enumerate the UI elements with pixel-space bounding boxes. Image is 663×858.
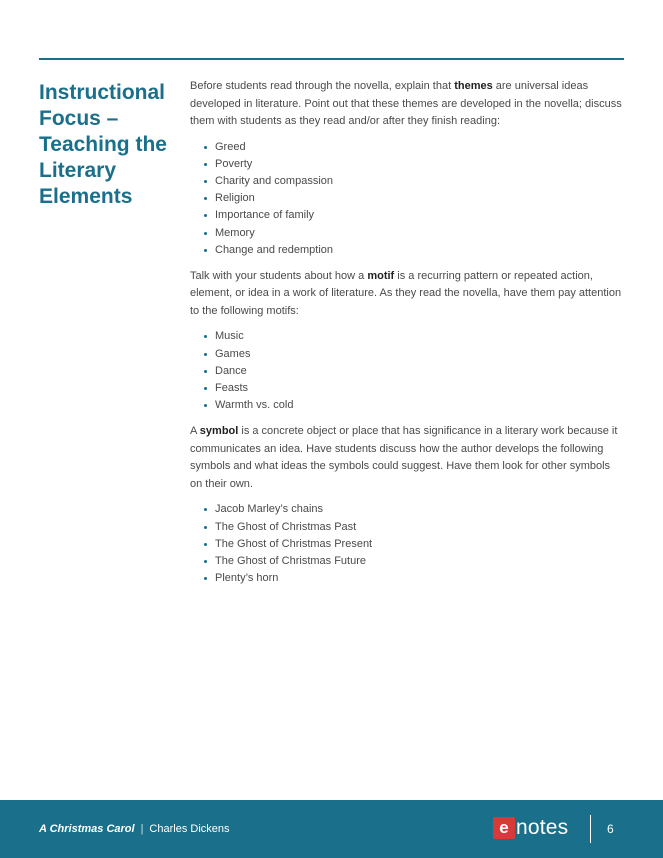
heading-line: Elements — [39, 185, 133, 208]
bullet-dot — [204, 387, 207, 390]
list-item: Religion — [204, 190, 622, 207]
bullet-dot — [204, 249, 207, 252]
list-item: Jacob Marley’s chains — [204, 501, 622, 518]
bullet-dot — [204, 232, 207, 235]
bullet-dot — [204, 180, 207, 183]
themes-list — [190, 139, 622, 259]
symbols-list — [190, 501, 622, 587]
list-item: Music — [204, 328, 622, 345]
bullet-dot — [204, 163, 207, 166]
bullet-dot — [204, 508, 207, 511]
themes-intro-paragraph — [190, 78, 622, 131]
paragraph-text: Talk with your students about how a — [190, 269, 368, 282]
bullet-dot — [204, 526, 207, 529]
list-item: Charity and compassion — [204, 173, 622, 190]
paragraph-text: is a concrete object or place that has significance in a literary work because it communicates an idea. Have students discuss how the author develops the following symbols and what ideas the symbols could suggest. Have them look for other symbols on their own. — [190, 425, 618, 490]
bullet-dot — [204, 197, 207, 200]
bullet-dot — [204, 335, 207, 338]
paragraph-text: A — [190, 425, 200, 438]
heading-line: Focus – — [39, 107, 119, 130]
page-number: 6 — [607, 822, 614, 836]
list-item: Dance — [204, 363, 622, 380]
heading-line: Literary — [39, 159, 117, 182]
term-themes: themes — [454, 80, 493, 92]
author-name: Charles Dickens — [149, 823, 230, 835]
list-item: The Ghost of Christmas Future — [204, 553, 622, 570]
bullet-dot — [204, 404, 207, 407]
bullet-dot — [204, 577, 207, 580]
bullet-dot — [204, 146, 207, 149]
list-item: Warmth vs. cold — [204, 397, 622, 414]
bullet-dot — [204, 560, 207, 563]
section-heading — [39, 80, 179, 210]
list-item: Memory — [204, 225, 622, 242]
footer-citation — [39, 823, 230, 835]
list-item: Poverty — [204, 156, 622, 173]
term-motif: motif — [367, 269, 395, 282]
bullet-dot — [204, 370, 207, 373]
list-item: Change and redemption — [204, 242, 622, 259]
bullet-dot — [204, 353, 207, 356]
top-rule — [39, 58, 624, 60]
list-item: Greed — [204, 139, 622, 156]
paragraph-text: Before students read through the novella, explain that — [190, 80, 455, 92]
term-symbol: symbol — [199, 425, 239, 438]
list-item: Importance of family — [204, 207, 622, 224]
logo-wordmark: notes — [516, 816, 569, 839]
bullet-dot — [204, 543, 207, 546]
enotes-logo — [493, 817, 568, 839]
list-item: The Ghost of Christmas Present — [204, 536, 622, 553]
footer-divider — [590, 815, 591, 843]
footer-separator: | — [140, 823, 144, 835]
page-footer — [0, 800, 663, 858]
motifs-list — [190, 328, 622, 414]
list-item: Games — [204, 346, 622, 363]
motif-paragraph — [190, 268, 622, 321]
list-item: Feasts — [204, 380, 622, 397]
main-content — [190, 78, 622, 596]
list-item: Plenty’s horn — [204, 570, 622, 587]
paragraph-text: is a recurring pattern or repeated action, element, or idea in a work of literature. As they read the novella, have them pay attention to the following motifs: — [190, 269, 622, 317]
heading-line: Instructional — [39, 81, 166, 104]
symbol-paragraph — [190, 423, 622, 493]
paragraph-text: are universal ideas developed in literature. Point out that these themes are developed in the novella; discuss them with students as they read and/or after they finish reading: — [190, 80, 622, 127]
book-title: A Christmas Carol — [39, 823, 135, 835]
heading-line: Teaching the — [39, 133, 167, 156]
logo-e-icon: e — [493, 817, 515, 839]
list-item: The Ghost of Christmas Past — [204, 519, 622, 536]
bullet-dot — [204, 214, 207, 217]
